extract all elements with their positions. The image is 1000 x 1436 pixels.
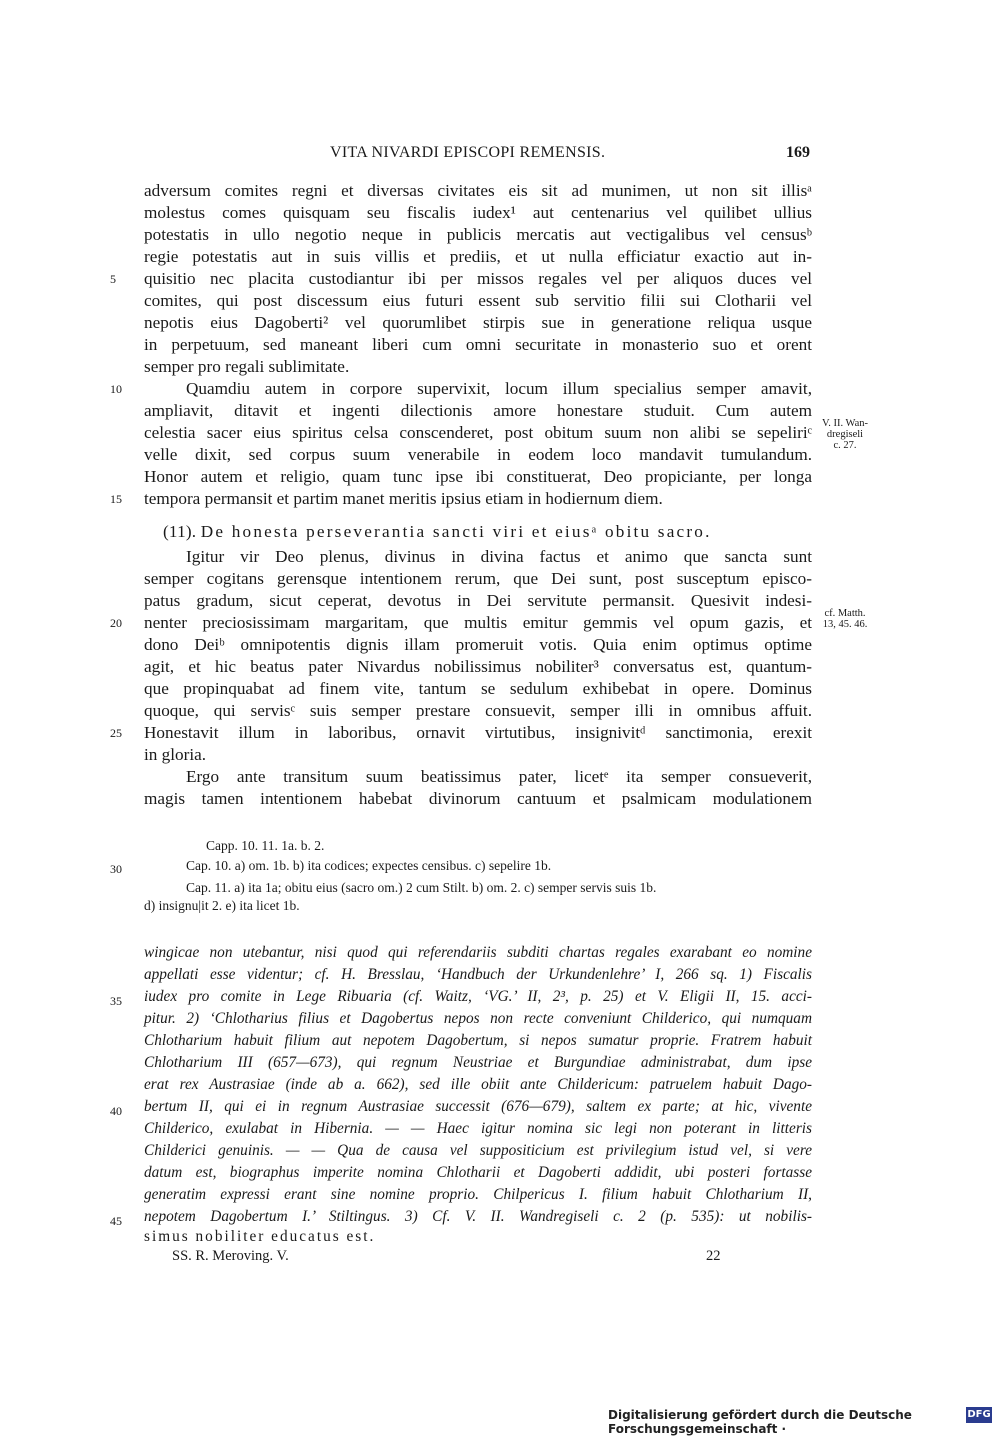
footnote-line: wingicae non utebantur, nisi quod qui referendariis subditi chartas regales exarabant eo nomine bbox=[144, 944, 812, 961]
text-line: nenter preciosissimam margaritam, que multis emitur gemmis vel opum gazis, et bbox=[144, 613, 812, 632]
page-number: 169 bbox=[786, 144, 810, 161]
text-line: regie potestatis aut in suis villis et prediis, et ut nulla efficiatur exactio aut in- bbox=[144, 247, 812, 266]
line-number: 45 bbox=[110, 1214, 122, 1228]
apparatus-line: Cap. 11. a) ita 1a; obitu eius (sacro om.) 2 cum Stilt. b) om. 2. c) semper servis suis 1b. bbox=[186, 880, 657, 895]
apparatus-line: Capp. 10. 11. 1a. b. 2. bbox=[206, 838, 325, 853]
running-header: VITA NIVARDI EPISCOPI REMENSIS. bbox=[330, 144, 606, 161]
text-line: Honor autem et religio, quam tunc ipse ibi constituerat, Deo propiciante, per longa bbox=[144, 467, 812, 486]
apparatus-line: Cap. 10. a) om. 1b. b) ita codices; expectes censibus. c) sepelire 1b. bbox=[186, 858, 552, 873]
margin-note: V. II. Wan- dregiseli c. 27. bbox=[821, 418, 868, 451]
footnote-line: bertum II, qui ei in regnum Austrasiae successit (676—679), saltem ex parte; at hic, vivente bbox=[144, 1098, 812, 1115]
footnote-line: iudex pro comite in Lege Ribuaria (cf. Waitz, ‘VG.’ II, 2³, p. 25) et V. Eligii II, 15. acci- bbox=[144, 988, 812, 1005]
text-line: dono Deiᵇ omnipotentis dignis illam promeruit votis. Quia enim optimus optime bbox=[144, 635, 812, 654]
text-line: semper pro regali sublimitate. bbox=[144, 357, 350, 376]
text-line: adversum comites regni et diversas civitates eis sit ad munimen, ut non sit illisᵃ bbox=[144, 181, 812, 200]
footnote-line: pitur. 2) ‘Chlotharius filius et Dagobertus nepos non recte conveniunt Childerico, qui numquam bbox=[144, 1010, 812, 1027]
footnote-line: appellati esse videntur; cf. H. Bresslau, ‘Handbuch der Urkundenlehre’ I, 266 sq. 1) Fiscalis bbox=[144, 966, 812, 983]
text-line: Igitur vir Deo plenus, divinus in divina factus et animo que sancta sunt bbox=[186, 547, 812, 566]
footnote-line: Childerico, exulabat in Hibernia. — — Haec igitur nomina sic legi non poterant in litteris bbox=[144, 1120, 812, 1137]
text-line: Quamdiu autem in corpore supervixit, locum illum specialius semper amavit, bbox=[186, 379, 812, 398]
chapter-heading bbox=[163, 521, 712, 543]
footnote-line: simus nobiliter educatus est. bbox=[144, 1228, 376, 1245]
text-line: quoque, qui servisᶜ suis semper prestare consuevit, semper illi in omnibus affuit. bbox=[144, 701, 812, 720]
text-line: in perpetuum, sed maneant liberi cum omni securitate in monasterio suo et orent bbox=[144, 335, 812, 354]
line-number: 30 bbox=[110, 862, 122, 876]
footnote-line: Childerici genuinis. — — Qua de causa vel suppositicium est privilegium istud vel, si vere bbox=[144, 1142, 812, 1159]
text-line: agit, et hic beatus pater Nivardus nobilissimus nobiliter³ conversatus est, quantum- bbox=[144, 657, 812, 676]
text-line: comites, qui post discessum eius futuri essent sub servitio filii sui Clotharii vel bbox=[144, 291, 812, 310]
text-line: tempora permansit et partim manet meritis ipsius etiam in hodiernum diem. bbox=[144, 489, 663, 508]
text-line: patus gradum, sicut ceperat, devotus in Dei servitute permansit. Quesivit indesi- bbox=[144, 591, 812, 610]
footnote-line: generatim expressi erant sine nomine proprio. Chilpericus I. filium habuit Chlotharium II, bbox=[144, 1186, 812, 1203]
apparatus-line: d) insignu|it 2. e) ita licet 1b. bbox=[144, 898, 300, 913]
margin-note: cf. Matth. 13, 45. 46. bbox=[822, 608, 868, 630]
text-line: Ergo ante transitum suum beatissimus pater, licetᵉ ita semper consueverit, bbox=[186, 767, 812, 786]
text-line: molestus comes quisquam seu fiscalis iudex¹ aut centenarius vel quilibet ullius bbox=[144, 203, 812, 222]
text-line: Honestavit illum in laboribus, ornavit virtutibus, insignivitᵈ sanctimonia, erexit bbox=[144, 723, 812, 742]
line-number: 40 bbox=[110, 1104, 122, 1118]
line-number: 5 bbox=[110, 272, 116, 286]
digitization-credit: Digitalisierung gefördert durch die Deutsche Forschungsgemeinschaft · bbox=[608, 1408, 912, 1436]
footnote-line: Chlotharium habuit filium aut nepotem Dagobertum, si nepos sumatur proprie. Fratrem habuit bbox=[144, 1032, 812, 1049]
footnote-line: erat rex Austrasiae (inde ab a. 662), sed ille obiit ante Childericum: patruelem habuit Dago- bbox=[144, 1076, 812, 1093]
text-line: ampliavit, ditavit et ingenti dilectionis amore honestare studuit. Cum autem bbox=[144, 401, 812, 420]
line-number: 20 bbox=[110, 616, 122, 630]
text-line: que propinquabat ad finem vite, tantum se sedulum exhibebat in opere. Dominus bbox=[144, 679, 812, 698]
line-number: 10 bbox=[110, 382, 122, 396]
text-line: nepotis eius Dagoberti² vel quorumlibet stirpis sue in generatione reliqua usque bbox=[144, 313, 812, 332]
text-line: potestatis in ullo negotio neque in publicis mercatis aut vectigalibus vel censusᵇ bbox=[144, 225, 812, 244]
text-line: quisitio nec placita custodiantur ibi per missos regales vel per aliquos duces vel bbox=[144, 269, 812, 288]
dfg-logo-icon: DFG bbox=[966, 1407, 992, 1423]
chapter-title: De honesta perseverantia sancti viri et eiusᵃ obitu sacro. bbox=[200, 522, 712, 541]
text-line: semper cogitans gerensque intentionem rerum, que Dei sunt, post susceptum episco- bbox=[144, 569, 812, 588]
series-signature: SS. R. Meroving. V. bbox=[172, 1248, 289, 1264]
text-line: magis tamen intentionem habebat divinorum cantuum et psalmicam modulationem bbox=[144, 789, 812, 808]
line-number: 25 bbox=[110, 726, 122, 740]
line-number: 15 bbox=[110, 492, 122, 506]
footnote-line: Chlotharium III (657—673), qui regnum Neustriae et Burgundiae administrabat, dum ipse bbox=[144, 1054, 812, 1071]
text-line: velle dixit, sed corpus suum venerabile in eodem loco mandavit tumulandum. bbox=[144, 445, 812, 464]
chapter-number: (11). bbox=[163, 522, 197, 541]
footnote-line: nepotem Dagobertum I.’ Stiltingus. 3) Cf. V. II. Wandregiseli c. 2 (p. 535): ut nobilis- bbox=[144, 1208, 812, 1225]
line-number: 35 bbox=[110, 994, 122, 1008]
footnote-line: datum est, biographus imperite nomina Chlotharii et Dagoberti addidit, ubi posteri fortasse bbox=[144, 1164, 812, 1181]
sheet-number: 22 bbox=[706, 1248, 721, 1264]
text-line: in gloria. bbox=[144, 745, 207, 764]
text-line: celestia sacer eius spiritus celsa conscenderet, post obitum suum non alibi se sepeliriᶜ bbox=[144, 423, 812, 442]
